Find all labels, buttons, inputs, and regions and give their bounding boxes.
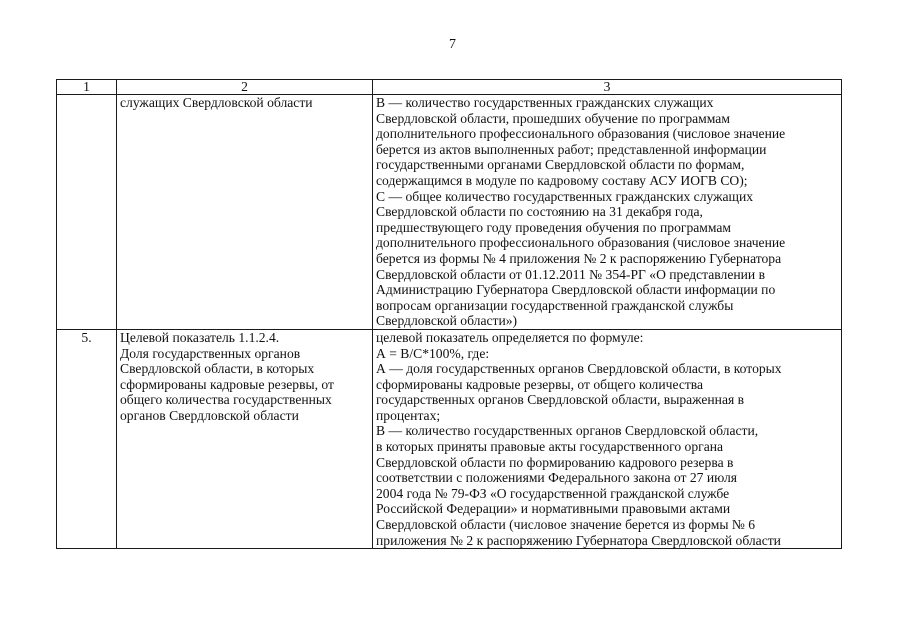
- indicator-name-line: Доля государственных органов: [120, 345, 301, 361]
- description-line: А — доля государственных органов Свердловской области, в которых: [376, 361, 782, 377]
- description-line: берется из актов выполненных работ; представленной информации: [376, 141, 767, 157]
- indicator-name-line: сформированы кадровые резервы, от: [120, 376, 334, 392]
- description-line: целевой показатель определяется по формуле:: [376, 329, 644, 345]
- indicator-name-line: Свердловской области, в которых: [120, 361, 315, 377]
- indicator-name-line: Целевой показатель 1.1.2.4.: [120, 329, 280, 345]
- indicator-name-line: служащих Свердловской области: [120, 95, 313, 110]
- description-line: предшествующего году проведения обучения по программам: [376, 219, 732, 235]
- description-line: А = В/С*100%, где:: [376, 345, 490, 361]
- header-col-2: 2: [117, 80, 373, 95]
- indicator-name-cell: [117, 329, 373, 548]
- description-line: Свердловской области по состоянию на 31 декабря года,: [376, 204, 703, 220]
- document-table: [56, 79, 842, 549]
- description-line: Свердловской области от 01.12.2011 № 354-РГ «О представлении в: [376, 266, 766, 282]
- description-line: В — количество государственных гражданских служащих: [376, 95, 714, 110]
- description-line: сформированы кадровые резервы, от общего количества: [376, 376, 704, 392]
- row-number: [57, 95, 117, 330]
- description-line: Российской Федерации» и нормативными правовыми актами: [376, 501, 731, 517]
- description-line: дополнительного профессионального образования (числовое значение: [376, 235, 786, 251]
- indicator-description-cell: [373, 329, 842, 548]
- description-line: в которых приняты правовые акты государственного органа: [376, 439, 724, 455]
- description-line: государственными органами Свердловской области по формам,: [376, 157, 745, 173]
- description-line: В — количество государственных органов Свердловской области,: [376, 423, 759, 439]
- description-line: С — общее количество государственных гражданских служащих: [376, 188, 754, 204]
- table-header-row: [57, 80, 842, 95]
- description-line: 2004 года № 79-ФЗ «О государственной гражданской службе: [376, 485, 730, 501]
- description-line: процентах;: [376, 407, 441, 423]
- description-line: вопросам организации государственной гражданской службы: [376, 297, 734, 313]
- indicator-name-cell: [117, 95, 373, 330]
- description-line: приложения № 2 к распоряжению Губернатора Свердловской области: [376, 532, 781, 548]
- description-line: Администрацию Губернатора Свердловской области информации по: [376, 282, 776, 298]
- header-col-1: 1: [57, 80, 117, 95]
- header-col-3: 3: [373, 80, 842, 95]
- description-line: содержащимся в модуле по кадровому составу АСУ ИОГВ СО);: [376, 172, 748, 188]
- description-line: берется из формы № 4 приложения № 2 к распоряжению Губернатора: [376, 250, 782, 266]
- description-line: Свердловской области по формированию кадрового резерва в: [376, 454, 734, 470]
- indicator-description-cell: [373, 95, 842, 330]
- description-line: Свердловской области, прошедших обучение по программам: [376, 110, 730, 126]
- indicator-name-line: органов Свердловской области: [120, 407, 299, 423]
- indicator-name-line: общего количества государственных: [120, 392, 332, 408]
- table-row: [57, 329, 842, 548]
- page-number: 7: [449, 37, 456, 52]
- description-line: соответствии с положениями Федерального закона от 27 июля: [376, 470, 737, 486]
- description-line: государственных органов Свердловской области, выраженная в: [376, 392, 745, 408]
- row-number: 5.: [57, 329, 117, 548]
- description-line: дополнительного профессионального образования (числовое значение: [376, 126, 786, 142]
- table-row: [57, 95, 842, 330]
- description-line: Свердловской области»): [376, 313, 518, 329]
- description-line: Свердловской области (числовое значение берется из формы № 6: [376, 517, 756, 533]
